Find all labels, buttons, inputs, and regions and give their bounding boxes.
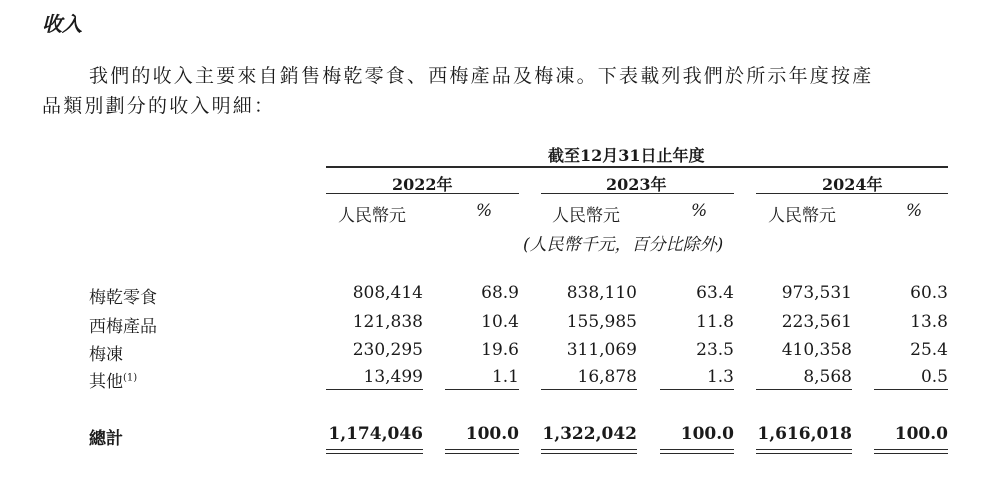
subtotal-rule xyxy=(326,389,423,390)
year-rule-2024 xyxy=(756,193,948,194)
subtotal-rule xyxy=(660,389,734,390)
subtotal-rule xyxy=(541,389,637,390)
double-rule-line xyxy=(874,449,948,450)
row-label-text: 梅乾零食 xyxy=(89,288,157,308)
table-cell: 155,985 xyxy=(566,312,637,332)
double-rule-line xyxy=(445,453,519,454)
table-cell: 230,295 xyxy=(352,340,423,360)
total-cell: 1,616,018 xyxy=(757,424,852,444)
footnote-marker: (1) xyxy=(123,372,138,384)
table-cell: 0.5 xyxy=(920,367,948,387)
double-rule-line xyxy=(874,453,948,454)
double-rule-line xyxy=(541,453,637,454)
table-cell: 68.9 xyxy=(481,283,519,303)
row-label-text: 其他 xyxy=(89,372,123,392)
section-heading: 收入 xyxy=(42,12,82,36)
table-cell: 23.5 xyxy=(696,340,734,360)
table-cell: 973,531 xyxy=(781,283,852,303)
table-cell: 60.3 xyxy=(910,283,948,303)
table-cell: 19.6 xyxy=(481,340,519,360)
table-cell: 63.4 xyxy=(696,283,734,303)
total-cell: 100.0 xyxy=(680,424,734,444)
subtotal-rule xyxy=(445,389,519,390)
year-rule-2023 xyxy=(541,193,734,194)
total-cell: 1,174,046 xyxy=(328,424,423,444)
unit-note: (人民幣千元，百分比除外) xyxy=(523,235,724,255)
currency-label-2024: 人民幣元 xyxy=(768,206,836,226)
row-label xyxy=(89,312,157,337)
paragraph-line-1: 我們的收入主要來自銷售梅乾零食、西梅產品及梅凍。下表載列我們於所示年度按產 xyxy=(89,65,874,87)
table-cell: 223,561 xyxy=(781,312,852,332)
percent-label-2023: % xyxy=(691,201,708,221)
table-cell: 16,878 xyxy=(577,367,637,387)
header-rule-top xyxy=(326,166,948,168)
currency-label-2023: 人民幣元 xyxy=(552,206,620,226)
currency-label-2022: 人民幣元 xyxy=(338,206,406,226)
row-label-text: 梅凍 xyxy=(89,345,123,365)
table-cell: 311,069 xyxy=(566,340,637,360)
year-header-2022: 2022年 xyxy=(392,175,453,194)
period-header: 截至12月31日止年度 xyxy=(548,146,705,165)
table-cell: 8,568 xyxy=(803,367,852,387)
table-cell: 121,838 xyxy=(352,312,423,332)
double-rule-line xyxy=(660,449,734,450)
year-header-2024: 2024年 xyxy=(822,175,883,194)
double-rule-line xyxy=(541,449,637,450)
total-cell: 100.0 xyxy=(894,424,948,444)
double-rule-line xyxy=(445,449,519,450)
table-cell: 838,110 xyxy=(566,283,637,303)
total-cell: 100.0 xyxy=(465,424,519,444)
table-cell: 1.3 xyxy=(706,367,734,387)
paragraph-line-2: 品類別劃分的收入明細： xyxy=(42,95,276,117)
total-label: 總計 xyxy=(89,429,123,449)
table-cell: 410,358 xyxy=(781,340,852,360)
percent-label-2024: % xyxy=(906,201,923,221)
row-label xyxy=(89,340,123,365)
row-label-text: 西梅產品 xyxy=(89,317,157,337)
row-label xyxy=(89,367,137,392)
year-header-2023: 2023年 xyxy=(606,175,667,194)
total-cell: 1,322,042 xyxy=(542,424,637,444)
table-cell: 1.1 xyxy=(491,367,519,387)
subtotal-rule xyxy=(874,389,948,390)
table-cell: 10.4 xyxy=(481,312,519,332)
percent-label-2022: % xyxy=(476,201,493,221)
table-cell: 25.4 xyxy=(910,340,948,360)
subtotal-rule xyxy=(756,389,852,390)
double-rule-line xyxy=(756,453,852,454)
double-rule-line xyxy=(756,449,852,450)
double-rule-line xyxy=(326,453,423,454)
table-cell: 13,499 xyxy=(363,367,423,387)
double-rule-line xyxy=(660,453,734,454)
year-rule-2022 xyxy=(326,193,519,194)
row-label xyxy=(89,283,157,308)
table-cell: 13.8 xyxy=(910,312,948,332)
double-rule-line xyxy=(326,449,423,450)
table-cell: 808,414 xyxy=(352,283,423,303)
table-cell: 11.8 xyxy=(696,312,734,332)
